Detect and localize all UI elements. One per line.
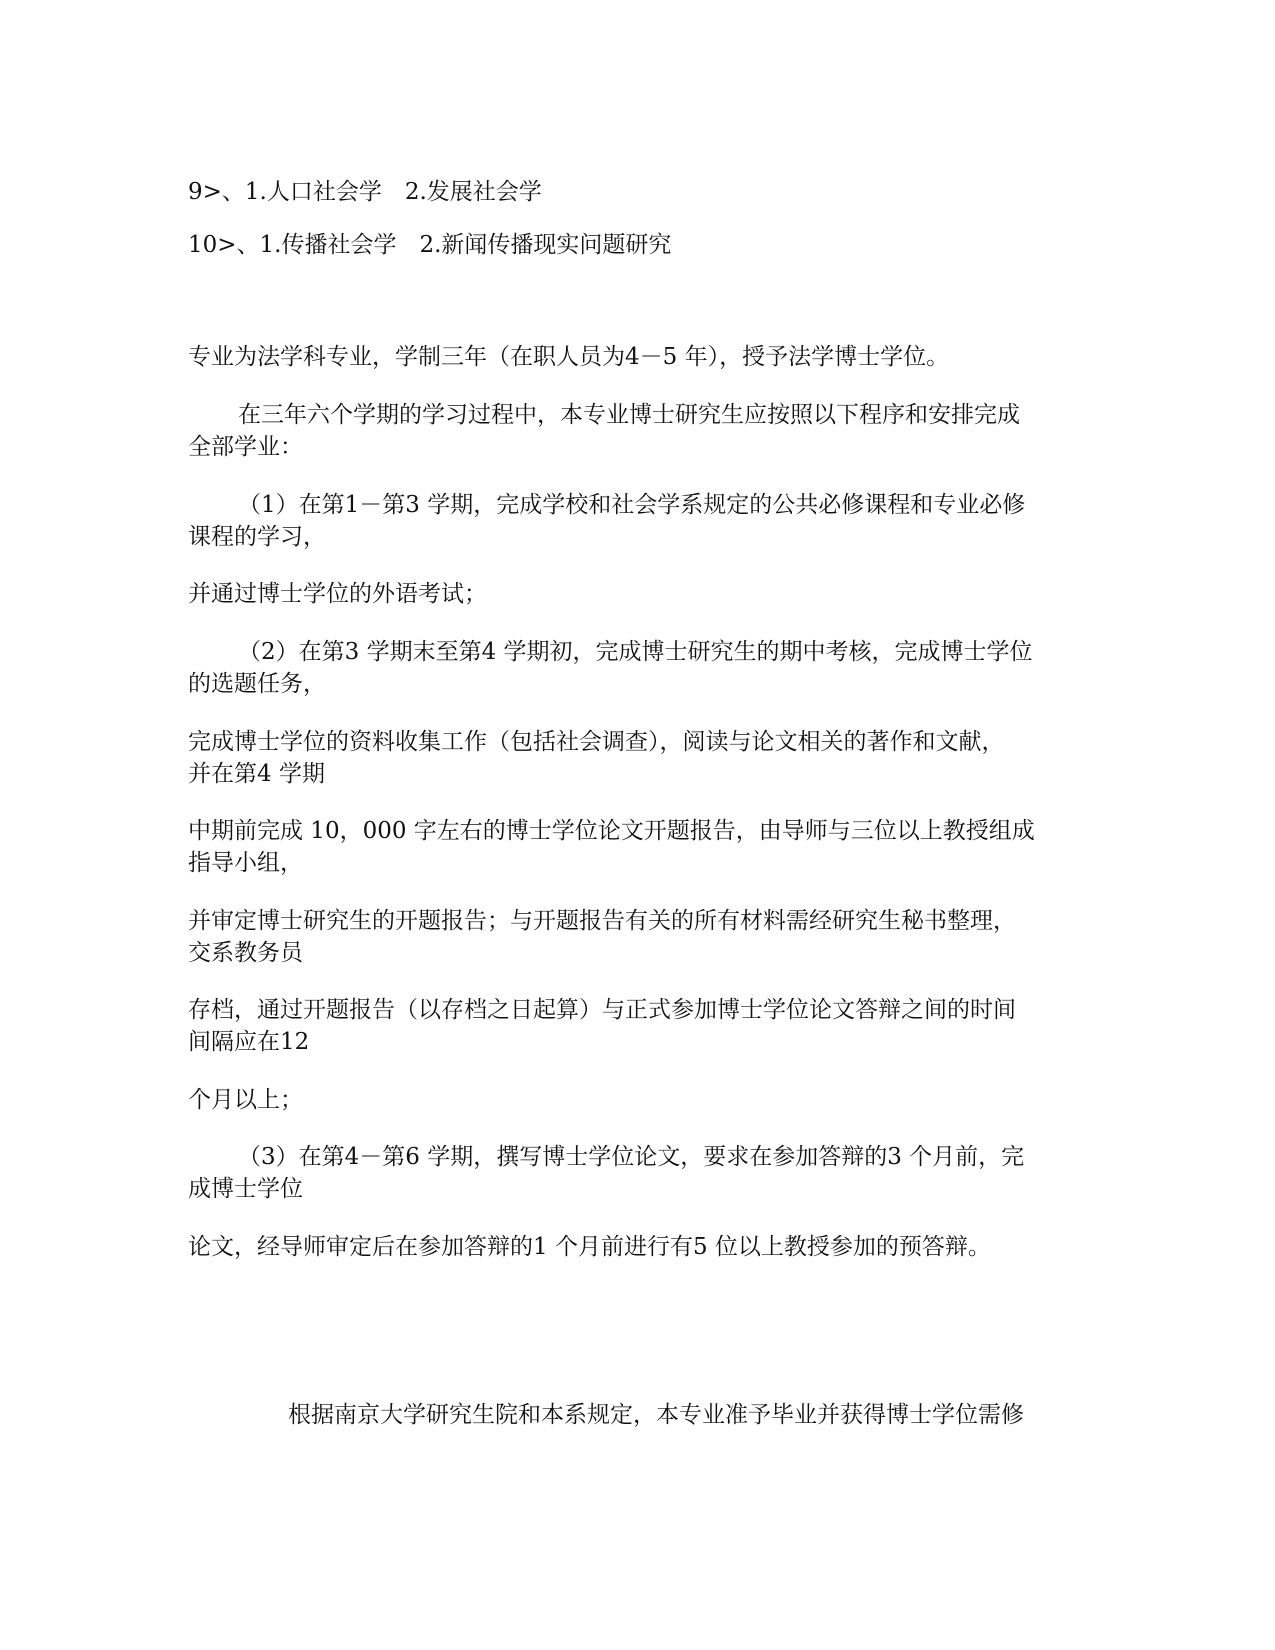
- paragraph-line: 完成博士学位的资料收集工作（包括社会调查），阅读与论文相关的著作和文献，: [188, 729, 1005, 755]
- paragraph-line: 的选题任务，: [188, 671, 326, 697]
- paragraph-line: 在三年六个学期的学习过程中，本专业博士研究生应按照以下程序和安排完成: [238, 402, 1020, 428]
- paragraph-line: 课程的学习，: [188, 524, 326, 550]
- paragraph-line: 间隔应在12: [188, 1029, 310, 1055]
- paragraph-line: 交系教务员: [188, 940, 303, 966]
- paragraph-line: （1）在第1－第3 学期，完成学校和社会学系规定的公共必修课程和专业必修: [238, 492, 1026, 518]
- paragraph-line: 并通过博士学位的外语考试；: [188, 581, 487, 607]
- paragraph-line: 专业为法学科专业，学制三年（在职人员为4－5 年），授予法学博士学位。: [188, 344, 950, 370]
- paragraph-line: 存档，通过开题报告（以存档之日起算）与正式参加博士学位论文答辩之间的时间: [188, 997, 1016, 1023]
- paragraph-line: 论文，经导师审定后在参加答辩的1 个月前进行有5 位以上教授参加的预答辩。: [188, 1234, 991, 1260]
- paragraph-line: 并在第4 学期: [188, 761, 325, 787]
- paragraph-line: 并审定博士研究生的开题报告；与开题报告有关的所有材料需经研究生秘书整理，: [188, 908, 1016, 934]
- paragraph-line: 成博士学位: [188, 1176, 303, 1202]
- research-item-9: 9>、1.人口社会学 2.发展社会学: [188, 179, 542, 205]
- paragraph-line: 中期前完成 10，000 字左右的博士学位论文开题报告，由导师与三位以上教授组成: [188, 818, 1035, 844]
- research-item-10: 10>、1.传播社会学 2.新闻传播现实问题研究: [188, 232, 672, 258]
- paragraph-line: 指导小组，: [188, 850, 303, 876]
- paragraph-line: （2）在第3 学期末至第4 学期初，完成博士研究生的期中考核，完成博士学位: [238, 639, 1033, 665]
- paragraph-line: 根据南京大学研究生院和本系规定，本专业准予毕业并获得博士学位需修: [288, 1402, 1024, 1428]
- paragraph-line: 全部学业：: [188, 434, 303, 460]
- paragraph-line: （3）在第4－第6 学期，撰写博士学位论文，要求在参加答辩的3 个月前，完: [238, 1144, 1025, 1170]
- paragraph-line: 个月以上；: [188, 1087, 303, 1113]
